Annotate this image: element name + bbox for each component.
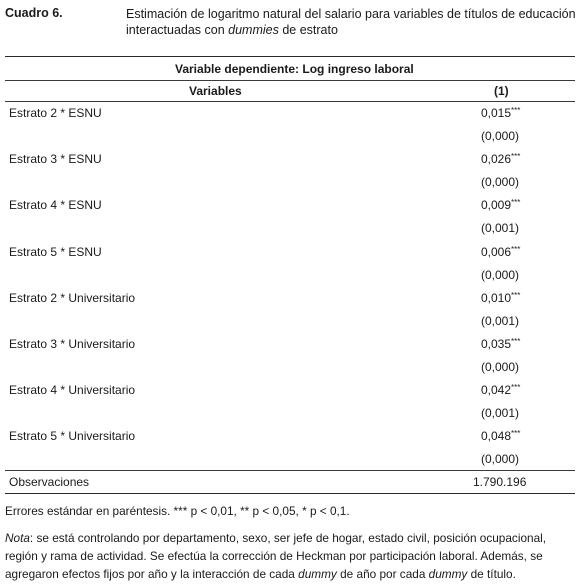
coefficient-value: 0,009 (481, 198, 512, 213)
table-row (5, 337, 575, 374)
significance-stars: *** (511, 429, 521, 439)
variable-label: Estrato 3 * Universitario (9, 337, 136, 351)
dependent-variable-header: Variable dependiente: Log ingreso laboral (175, 62, 414, 76)
standard-error-value: (0,001) (481, 406, 520, 421)
standard-error-value: (0,001) (481, 221, 520, 236)
coefficient-value: 0,035 (481, 337, 512, 351)
column-header-model: (1) (494, 84, 509, 98)
column-header-variables: Variables (189, 84, 242, 98)
variable-label: Estrato 5 * Universitario (9, 429, 136, 444)
table-row (5, 290, 575, 328)
significance-stars: *** (511, 198, 521, 208)
coefficient-cell (481, 291, 520, 305)
significance-stars: *** (511, 337, 521, 346)
coefficient-value: 0,026 (481, 152, 512, 167)
coefficient-value: 0,006 (481, 244, 512, 259)
standard-error-value: (0,000) (481, 452, 520, 467)
table-bottom-rule (5, 493, 575, 494)
coefficient-cell (481, 245, 520, 259)
variable-label: Estrato 5 * ESNU (9, 244, 102, 259)
table-row (5, 106, 575, 143)
coefficient-cell (481, 383, 520, 397)
significance-stars: *** (511, 383, 521, 393)
caption-label: Cuadro 6. (5, 6, 63, 20)
coefficient-cell (481, 106, 520, 120)
coefficient-value: 0,015 (481, 106, 512, 120)
observations-label: Observaciones (9, 475, 90, 489)
table-row (5, 244, 575, 282)
table-row (5, 383, 575, 421)
variable-label: Estrato 2 * Universitario (9, 290, 136, 305)
errors-footnote: Errores estándar en paréntesis. *** p < 0,01, ** p < 0,05, * p < 0,1. (5, 504, 350, 518)
table-row (5, 152, 575, 190)
table-row (5, 198, 575, 236)
coefficient-value: 0,048 (481, 429, 512, 444)
table-row (5, 429, 575, 467)
coefficient-cell (481, 337, 520, 351)
note-label: Nota (5, 531, 30, 545)
significance-stars: *** (511, 290, 521, 300)
note-footnote: Nota: se está controlando por departamento, sexo, ser jefe de hogar, estado civil, posición ocupacional, región y rama de actividad. Se efectúa la corrección de Heckman por participación laboral. Además, se agregaron efectos fijos por año y la interacción de cada dummy de año por cada dummy de título. (5, 531, 547, 581)
variable-label: Estrato 4 * ESNU (9, 198, 102, 213)
significance-stars: *** (511, 244, 521, 254)
standard-error-value: (0,000) (481, 360, 520, 374)
coefficient-cell (481, 198, 520, 212)
standard-error-value: (0,000) (481, 267, 520, 282)
coefficient-value: 0,042 (481, 383, 512, 398)
subheader-rule (5, 101, 575, 102)
observations-value: 1.790.196 (473, 475, 527, 489)
table-top-rule (5, 56, 575, 57)
standard-error-value: (0,000) (481, 175, 520, 190)
variable-label: Estrato 3 * ESNU (9, 152, 102, 167)
variable-label: Estrato 4 * Universitario (9, 383, 136, 398)
standard-error-value: (0,001) (481, 313, 520, 328)
coefficient-cell (481, 429, 520, 443)
significance-stars: *** (511, 152, 521, 162)
observations-row (5, 475, 575, 498)
standard-error-value: (0,000) (481, 129, 520, 143)
caption-title-emphasis: dummies (228, 23, 279, 37)
caption-title: Estimación de logaritmo natural del salario para variables de títulos de educación interactuadas con dummies de estrato (126, 7, 576, 37)
coefficient-cell (481, 152, 520, 166)
variable-label: Estrato 2 * ESNU (9, 106, 102, 120)
significance-stars: *** (511, 106, 521, 115)
observations-top-rule (5, 470, 575, 471)
header-rule (5, 80, 575, 81)
coefficient-value: 0,010 (481, 290, 512, 305)
